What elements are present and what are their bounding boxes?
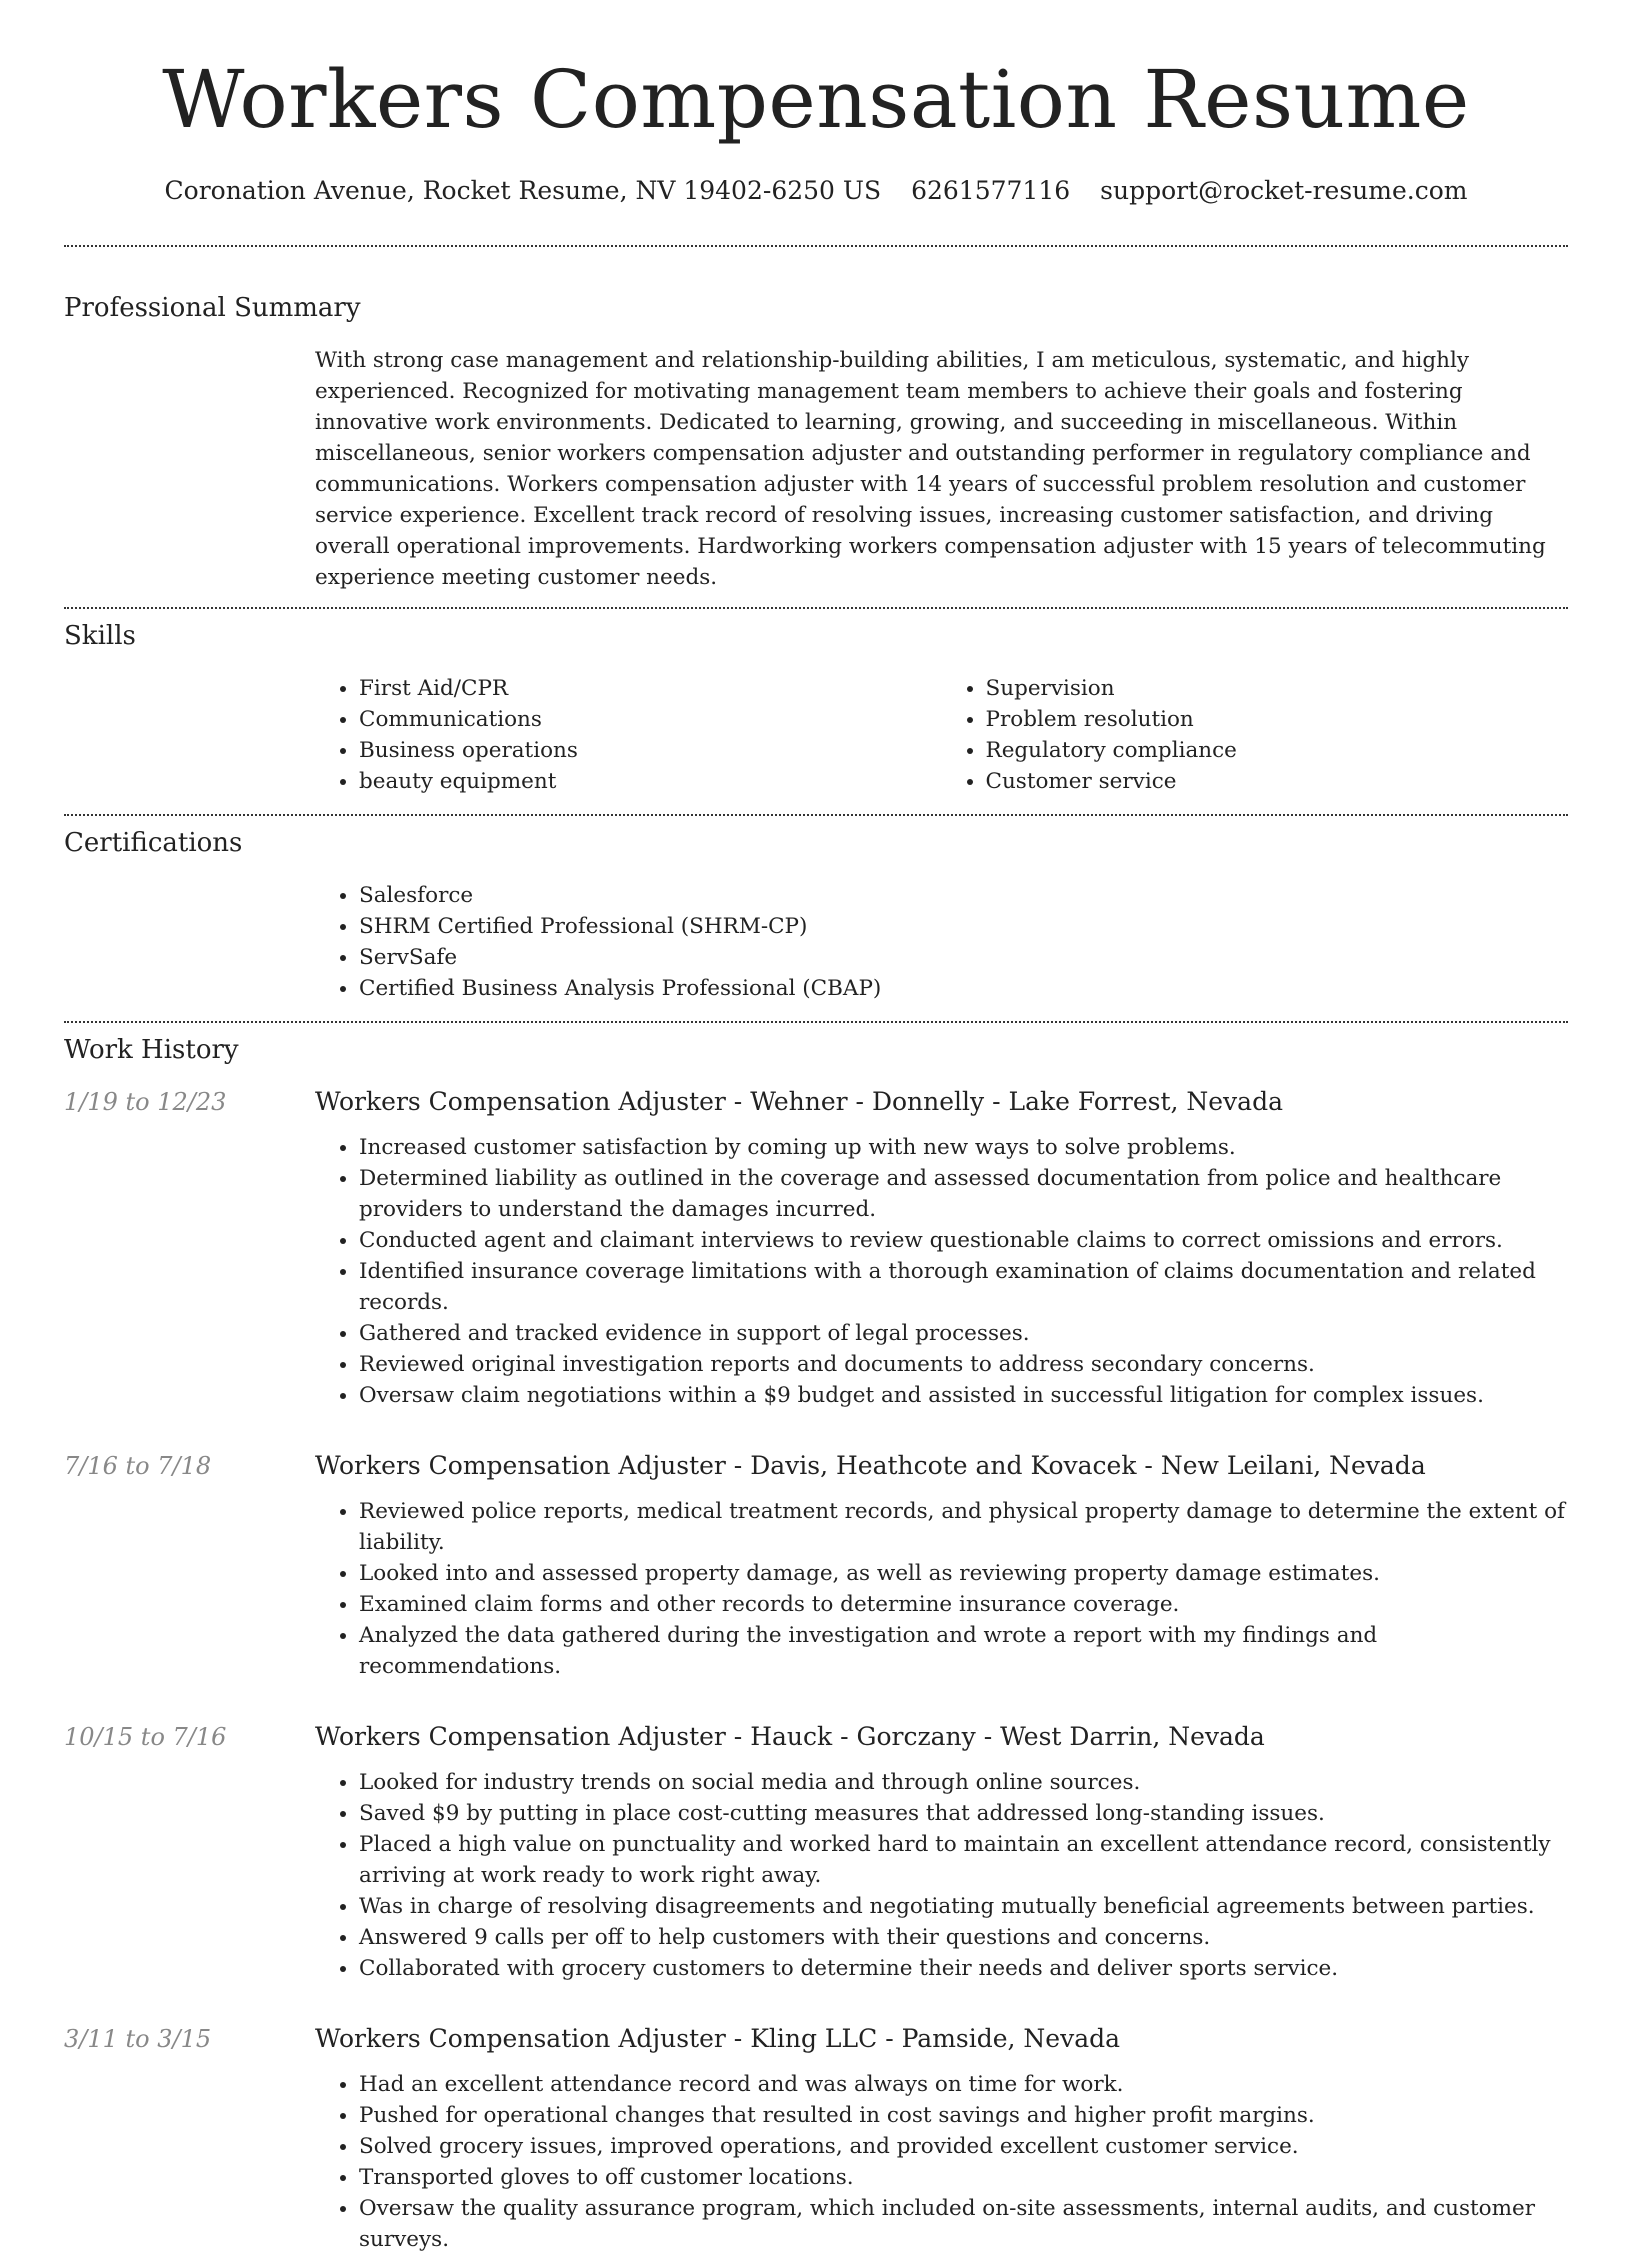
summary-heading: Professional Summary — [64, 293, 361, 323]
job-bullet: • Saved $9 by putting in place cost-cutting measures that addressed long-standing issues. — [359, 1798, 1568, 1829]
skill-item: • Supervision — [986, 673, 1569, 704]
job-bullet: • Looked for industry trends on social media and through online sources. — [359, 1767, 1568, 1798]
job-title: Workers Compensation Adjuster - Davis, Heathcote and Kovacek - New Leilani, Nevada — [315, 1451, 1426, 1480]
certifications-heading: Certifications — [64, 828, 243, 858]
certification-item: • SHRM Certified Professional (SHRM-CP) — [359, 911, 881, 942]
job-bullet: • Oversaw claim negotiations within a $9 budget and assisted in successful litigation for complex issues. — [359, 1380, 1568, 1411]
job-bullet: • Pushed for operational changes that resulted in cost savings and higher profit margins. — [359, 2100, 1568, 2131]
job-bullets — [315, 1767, 1568, 1984]
job-bullet: • Oversaw the quality assurance program, which included on-site assessments, internal audits, and customer surveys. — [359, 2193, 1568, 2255]
skill-item: • Regulatory compliance — [986, 735, 1569, 766]
job-bullet: • Examined claim forms and other records to determine insurance coverage. — [359, 1589, 1568, 1620]
skill-item: • beauty equipment — [359, 766, 942, 797]
job-body — [315, 2022, 1568, 2255]
certifications-items — [315, 880, 881, 1004]
job-bullet: • Identified insurance coverage limitations with a thorough examination of claims documentation and related records. — [359, 1256, 1568, 1318]
job-bullet: • Reviewed police reports, medical treatment records, and physical property damage to determine the extent of liability. — [359, 1496, 1568, 1558]
job-body — [315, 1085, 1568, 1411]
contact-email: support@rocket-resume.com — [1100, 176, 1468, 205]
job-bullet: • Had an excellent attendance record and was always on time for work. — [359, 2069, 1568, 2100]
skill-item: • Problem resolution — [986, 704, 1569, 735]
job-bullet: • Reviewed original investigation reports and documents to address secondary concerns. — [359, 1349, 1568, 1380]
contact-phone: 6261577116 — [911, 176, 1071, 205]
skills-heading: Skills — [64, 621, 136, 651]
certification-item: • Certified Business Analysis Professional (CBAP) — [359, 973, 881, 1004]
skills-divider — [64, 814, 1568, 816]
job-date: 3/11 to 3/15 — [64, 2025, 212, 2053]
job-bullet: • Solved grocery issues, improved operations, and provided excellent customer service. — [359, 2131, 1568, 2162]
contact-address: Coronation Avenue, Rocket Resume, NV 19402-6250 US — [164, 176, 882, 205]
job-bullet: • Placed a high value on punctuality and worked hard to maintain an excellent attendance record, consistently arriving at work ready to work right away. — [359, 1829, 1568, 1891]
job-bullet: • Transported gloves to off customer locations. — [359, 2162, 1568, 2193]
job-bullet: • Answered 9 calls per off to help customers with their questions and concerns. — [359, 1922, 1568, 1953]
job-bullet: • Increased customer satisfaction by coming up with new ways to solve problems. — [359, 1132, 1568, 1163]
job-body — [315, 1449, 1568, 1682]
certification-item: • Salesforce — [359, 880, 881, 911]
skills-list — [315, 673, 1568, 797]
job-date: 1/19 to 12/23 — [64, 1088, 227, 1116]
skills-column-left — [315, 673, 942, 797]
job-title: Workers Compensation Adjuster - Hauck - Gorczany - West Darrin, Nevada — [315, 1722, 1265, 1751]
certifications-list — [315, 880, 1568, 1004]
job-entry — [64, 1085, 1568, 1411]
job-bullet: • Gathered and tracked evidence in support of legal processes. — [359, 1318, 1568, 1349]
skill-item: • Business operations — [359, 735, 942, 766]
job-bullet: • Collaborated with grocery customers to determine their needs and deliver sports service. — [359, 1953, 1568, 1984]
resume-page — [64, 0, 1568, 2255]
resume-title: Workers Compensation Resume — [162, 53, 1470, 146]
job-bullets — [315, 1132, 1568, 1411]
summary-text: With strong case management and relationship-building abilities, I am meticulous, systematic, and highly experienced. Recognized for motivating management team members to achieve their goals and fostering innovative work environments. Dedicated to learning, growing, and succeeding in miscellaneous. Within miscellaneous, senior workers compensation adjuster and outstanding performer in regulatory compliance and communications. Workers compensation adjuster with 14 years of successful problem resolution and customer service experience. Excellent track record of resolving issues, increasing customer satisfaction, and driving overall operational improvements. Hardworking workers compensation adjuster with 15 years of telecommuting experience meeting customer needs. — [315, 348, 1546, 590]
certifications-divider — [64, 1021, 1568, 1023]
job-title: Workers Compensation Adjuster - Kling LLC - Pamside, Nevada — [315, 2024, 1121, 2053]
certification-item: • ServSafe — [359, 942, 881, 973]
job-date: 10/15 to 7/16 — [64, 1723, 227, 1751]
job-bullets — [315, 1496, 1568, 1682]
job-title: Workers Compensation Adjuster - Wehner - Donnelly - Lake Forrest, Nevada — [315, 1087, 1283, 1116]
header-divider — [64, 245, 1568, 247]
skill-item: • Communications — [359, 704, 942, 735]
skill-item: • First Aid/CPR — [359, 673, 942, 704]
job-bullet: • Looked into and assessed property damage, as well as reviewing property damage estimates. — [359, 1558, 1568, 1589]
job-body — [315, 1720, 1568, 1984]
summary-divider — [64, 607, 1568, 609]
job-bullet: • Conducted agent and claimant interviews to review questionable claims to correct omissions and errors. — [359, 1225, 1568, 1256]
job-bullet: • Was in charge of resolving disagreements and negotiating mutually beneficial agreements between parties. — [359, 1891, 1568, 1922]
job-bullets — [315, 2069, 1568, 2255]
work-history-heading: Work History — [64, 1035, 239, 1065]
job-entry — [64, 2022, 1568, 2255]
job-bullet: • Analyzed the data gathered during the investigation and wrote a report with my findings and recommendations. — [359, 1620, 1568, 1682]
job-entry — [64, 1449, 1568, 1682]
contact-line — [64, 174, 1568, 208]
skill-item: • Customer service — [986, 766, 1569, 797]
skills-column-right — [942, 673, 1569, 797]
job-date: 7/16 to 7/18 — [64, 1452, 212, 1480]
job-entry — [64, 1720, 1568, 1984]
job-bullet: • Determined liability as outlined in the coverage and assessed documentation from police and healthcare providers to understand the damages incurred. — [359, 1163, 1568, 1225]
